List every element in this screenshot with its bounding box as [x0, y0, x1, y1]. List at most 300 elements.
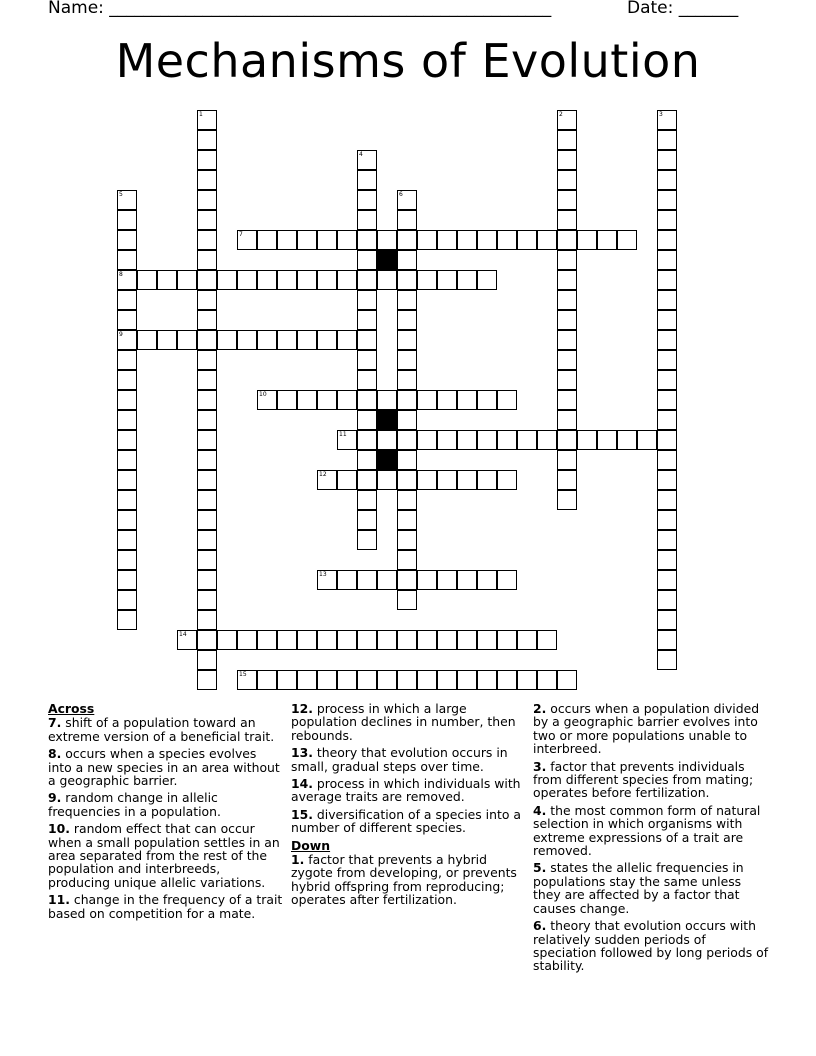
- grid-cell[interactable]: [437, 670, 457, 690]
- grid-cell[interactable]: [657, 470, 677, 490]
- clues-column-3: [533, 702, 769, 977]
- clue-item: [533, 702, 769, 756]
- grid-cell[interactable]: [577, 230, 597, 250]
- grid-cell[interactable]: [357, 210, 377, 230]
- grid-cell[interactable]: [377, 230, 397, 250]
- grid-cell[interactable]: [437, 570, 457, 590]
- grid-cell[interactable]: [557, 410, 577, 430]
- name-label: Name:: [48, 0, 104, 18]
- grid-cell[interactable]: [477, 470, 497, 490]
- grid-cell[interactable]: [477, 390, 497, 410]
- grid-cell[interactable]: [657, 510, 677, 530]
- grid-cell[interactable]: [397, 330, 417, 350]
- grid-cell[interactable]: [317, 670, 337, 690]
- clues-column-1: [48, 702, 284, 924]
- grid-cell[interactable]: [117, 610, 137, 630]
- grid-cell[interactable]: [197, 310, 217, 330]
- grid-cell[interactable]: [197, 390, 217, 410]
- grid-cell[interactable]: [357, 570, 377, 590]
- clue-number: 6: [399, 191, 403, 198]
- clues-column-2: [291, 702, 521, 911]
- grid-cell[interactable]: [357, 150, 377, 170]
- grid-cell[interactable]: [657, 590, 677, 610]
- grid-cell[interactable]: [117, 590, 137, 610]
- grid-cell[interactable]: [397, 550, 417, 570]
- grid-cell[interactable]: [497, 570, 517, 590]
- grid-cell[interactable]: [297, 670, 317, 690]
- grid-cell[interactable]: [437, 470, 457, 490]
- grid-cell[interactable]: [497, 430, 517, 450]
- grid-cell[interactable]: [257, 230, 277, 250]
- grid-cell[interactable]: [197, 650, 217, 670]
- grid-cell[interactable]: [417, 670, 437, 690]
- clue-number: 13: [319, 571, 327, 578]
- grid-cell[interactable]: [657, 290, 677, 310]
- clue-item: [48, 747, 284, 787]
- grid-cell[interactable]: [557, 110, 577, 130]
- grid-cell[interactable]: [197, 630, 217, 650]
- grid-cell[interactable]: [117, 370, 137, 390]
- grid-cell[interactable]: [477, 670, 497, 690]
- grid-cell[interactable]: [417, 470, 437, 490]
- grid-cell[interactable]: [357, 350, 377, 370]
- grid-cell[interactable]: [237, 230, 257, 250]
- clue-number: 5: [119, 191, 123, 198]
- grid-cell[interactable]: [657, 450, 677, 470]
- grid-cell[interactable]: [397, 510, 417, 530]
- grid-cell[interactable]: [257, 630, 277, 650]
- grid-cell[interactable]: [457, 390, 477, 410]
- grid-cell[interactable]: [557, 370, 577, 390]
- grid-cell[interactable]: [237, 630, 257, 650]
- grid-cell[interactable]: [437, 630, 457, 650]
- grid-cell[interactable]: [317, 470, 337, 490]
- grid-cell[interactable]: [377, 470, 397, 490]
- grid-cell[interactable]: [357, 250, 377, 270]
- grid-cell[interactable]: [357, 330, 377, 350]
- grid-cell[interactable]: [117, 250, 137, 270]
- grid-cell[interactable]: [457, 630, 477, 650]
- grid-cell[interactable]: [197, 290, 217, 310]
- grid-cell[interactable]: [377, 390, 397, 410]
- grid-cell[interactable]: [557, 330, 577, 350]
- grid-cell[interactable]: [557, 470, 577, 490]
- grid-cell[interactable]: [497, 470, 517, 490]
- grid-cell[interactable]: [357, 190, 377, 210]
- grid-cell[interactable]: [257, 270, 277, 290]
- grid-cell[interactable]: [477, 630, 497, 650]
- grid-cell[interactable]: [197, 610, 217, 630]
- grid-cell[interactable]: [117, 270, 137, 290]
- grid-cell[interactable]: [177, 270, 197, 290]
- grid-cell[interactable]: [117, 450, 137, 470]
- grid-cell[interactable]: [477, 570, 497, 590]
- grid-cell[interactable]: [557, 290, 577, 310]
- grid-cell[interactable]: [117, 470, 137, 490]
- grid-cell[interactable]: [557, 670, 577, 690]
- grid-cell[interactable]: [417, 390, 437, 410]
- grid-cell[interactable]: [437, 270, 457, 290]
- grid-cell[interactable]: [657, 370, 677, 390]
- grid-cell[interactable]: [357, 370, 377, 390]
- grid-cell[interactable]: [397, 470, 417, 490]
- grid-cell[interactable]: [657, 650, 677, 670]
- grid-cell[interactable]: [657, 190, 677, 210]
- grid-cell[interactable]: [657, 170, 677, 190]
- grid-cell[interactable]: [357, 450, 377, 470]
- grid-cell[interactable]: [557, 350, 577, 370]
- clue-item-number: 9.: [48, 790, 62, 806]
- grid-cell[interactable]: [457, 430, 477, 450]
- clue-item-number: 10.: [48, 821, 70, 837]
- grid-cell[interactable]: [317, 330, 337, 350]
- grid-cell[interactable]: [417, 230, 437, 250]
- black-square: [377, 250, 397, 270]
- grid-cell[interactable]: [657, 410, 677, 430]
- grid-cell[interactable]: [657, 610, 677, 630]
- grid-cell[interactable]: [197, 530, 217, 550]
- grid-cell[interactable]: [197, 270, 217, 290]
- grid-cell[interactable]: [557, 210, 577, 230]
- grid-cell[interactable]: [397, 670, 417, 690]
- grid-cell[interactable]: [117, 410, 137, 430]
- grid-cell[interactable]: [277, 670, 297, 690]
- grid-cell[interactable]: [477, 230, 497, 250]
- grid-cell[interactable]: [657, 570, 677, 590]
- grid-cell[interactable]: [357, 270, 377, 290]
- grid-cell[interactable]: [217, 330, 237, 350]
- grid-cell[interactable]: [477, 430, 497, 450]
- grid-cell[interactable]: [297, 390, 317, 410]
- grid-cell[interactable]: [657, 130, 677, 150]
- grid-cell[interactable]: [397, 230, 417, 250]
- grid-cell[interactable]: [357, 510, 377, 530]
- clue-item-text: occurs when a population divided by a geographic barrier evolves into two or more populations unable to interbreed.: [533, 701, 760, 757]
- grid-cell[interactable]: [277, 630, 297, 650]
- grid-cell[interactable]: [537, 430, 557, 450]
- grid-cell[interactable]: [337, 330, 357, 350]
- grid-cell[interactable]: [417, 430, 437, 450]
- grid-cell[interactable]: [657, 350, 677, 370]
- grid-cell[interactable]: [317, 570, 337, 590]
- grid-cell[interactable]: [117, 530, 137, 550]
- clue-item-number: 8.: [48, 746, 62, 762]
- grid-cell[interactable]: [397, 590, 417, 610]
- grid-cell[interactable]: [357, 170, 377, 190]
- grid-cell[interactable]: [237, 330, 257, 350]
- grid-cell[interactable]: [437, 430, 457, 450]
- grid-cell[interactable]: [397, 410, 417, 430]
- grid-cell[interactable]: [477, 270, 497, 290]
- grid-cell[interactable]: [337, 270, 357, 290]
- grid-cell[interactable]: [377, 670, 397, 690]
- grid-cell[interactable]: [117, 350, 137, 370]
- grid-cell[interactable]: [117, 390, 137, 410]
- grid-cell[interactable]: [197, 170, 217, 190]
- grid-cell[interactable]: [277, 330, 297, 350]
- grid-cell[interactable]: [657, 150, 677, 170]
- grid-cell[interactable]: [257, 670, 277, 690]
- grid-cell[interactable]: [297, 270, 317, 290]
- grid-cell[interactable]: [197, 510, 217, 530]
- clue-item: [291, 702, 521, 742]
- grid-cell[interactable]: [657, 210, 677, 230]
- grid-cell[interactable]: [397, 250, 417, 270]
- grid-cell[interactable]: [657, 110, 677, 130]
- clue-number: 2: [559, 111, 563, 118]
- grid-cell[interactable]: [457, 570, 477, 590]
- grid-cell[interactable]: [557, 310, 577, 330]
- grid-cell[interactable]: [117, 550, 137, 570]
- grid-cell[interactable]: [497, 630, 517, 650]
- grid-cell[interactable]: [657, 490, 677, 510]
- clue-item-text: factor that prevents a hybrid zygote from developing, or prevents hybrid offspring from reproducing; operates after fertilization.: [291, 852, 517, 908]
- grid-cell[interactable]: [197, 210, 217, 230]
- grid-cell[interactable]: [397, 370, 417, 390]
- grid-cell[interactable]: [557, 150, 577, 170]
- grid-cell[interactable]: [357, 290, 377, 310]
- grid-cell[interactable]: [497, 390, 517, 410]
- name-field[interactable]: [48, 0, 551, 18]
- grid-cell[interactable]: [417, 270, 437, 290]
- grid-cell[interactable]: [337, 670, 357, 690]
- grid-cell[interactable]: [597, 430, 617, 450]
- grid-cell[interactable]: [337, 470, 357, 490]
- grid-cell[interactable]: [377, 430, 397, 450]
- grid-cell[interactable]: [197, 410, 217, 430]
- grid-cell[interactable]: [197, 250, 217, 270]
- down-heading: Down: [291, 837, 331, 853]
- grid-cell[interactable]: [497, 230, 517, 250]
- grid-cell[interactable]: [117, 430, 137, 450]
- grid-cell[interactable]: [297, 630, 317, 650]
- across-heading: Across: [48, 701, 95, 716]
- grid-cell[interactable]: [117, 490, 137, 510]
- grid-cell[interactable]: [657, 310, 677, 330]
- grid-cell[interactable]: [317, 230, 337, 250]
- grid-cell[interactable]: [157, 270, 177, 290]
- clue-number: 7: [239, 231, 243, 238]
- grid-cell[interactable]: [117, 330, 137, 350]
- grid-cell[interactable]: [257, 330, 277, 350]
- grid-cell[interactable]: [397, 430, 417, 450]
- grid-cell[interactable]: [117, 290, 137, 310]
- grid-cell[interactable]: [637, 430, 657, 450]
- grid-cell[interactable]: [177, 330, 197, 350]
- grid-cell[interactable]: [397, 530, 417, 550]
- grid-cell[interactable]: [137, 330, 157, 350]
- grid-cell[interactable]: [197, 150, 217, 170]
- grid-cell[interactable]: [197, 590, 217, 610]
- grid-cell[interactable]: [297, 330, 317, 350]
- grid-cell[interactable]: [537, 230, 557, 250]
- grid-cell[interactable]: [377, 270, 397, 290]
- grid-cell[interactable]: [557, 270, 577, 290]
- grid-cell[interactable]: [117, 310, 137, 330]
- grid-cell[interactable]: [417, 570, 437, 590]
- grid-cell[interactable]: [657, 530, 677, 550]
- grid-cell[interactable]: [357, 230, 377, 250]
- grid-cell[interactable]: [117, 230, 137, 250]
- name-line[interactable]: ____________________________________________________: [109, 0, 552, 18]
- grid-cell[interactable]: [517, 670, 537, 690]
- grid-cell[interactable]: [657, 230, 677, 250]
- grid-cell[interactable]: [397, 350, 417, 370]
- grid-cell[interactable]: [537, 630, 557, 650]
- grid-cell[interactable]: [557, 130, 577, 150]
- grid-cell[interactable]: [117, 510, 137, 530]
- across-clue-list: [48, 716, 284, 920]
- grid-cell[interactable]: [117, 190, 137, 210]
- grid-cell[interactable]: [557, 390, 577, 410]
- grid-cell[interactable]: [297, 230, 317, 250]
- grid-cell[interactable]: [577, 430, 597, 450]
- grid-cell[interactable]: [197, 550, 217, 570]
- grid-cell[interactable]: [237, 270, 257, 290]
- clue-item-number: 5.: [533, 860, 547, 876]
- grid-cell[interactable]: [397, 390, 417, 410]
- grid-cell[interactable]: [657, 390, 677, 410]
- grid-cell[interactable]: [357, 630, 377, 650]
- grid-cell[interactable]: [397, 570, 417, 590]
- grid-cell[interactable]: [557, 230, 577, 250]
- grid-cell[interactable]: [437, 390, 457, 410]
- grid-cell[interactable]: [397, 450, 417, 470]
- grid-cell[interactable]: [217, 630, 237, 650]
- clue-number: 9: [119, 331, 123, 338]
- date-line[interactable]: _______: [678, 0, 739, 18]
- grid-cell[interactable]: [457, 230, 477, 250]
- clue-item: [48, 893, 284, 920]
- grid-cell[interactable]: [597, 230, 617, 250]
- grid-cell[interactable]: [197, 190, 217, 210]
- grid-cell[interactable]: [277, 230, 297, 250]
- grid-cell[interactable]: [117, 570, 137, 590]
- grid-cell[interactable]: [377, 630, 397, 650]
- grid-cell[interactable]: [557, 170, 577, 190]
- grid-cell[interactable]: [197, 450, 217, 470]
- grid-cell[interactable]: [397, 290, 417, 310]
- clue-item-number: 4.: [533, 802, 547, 818]
- grid-cell[interactable]: [537, 670, 557, 690]
- clue-number: 12: [319, 471, 327, 478]
- grid-cell[interactable]: [497, 670, 517, 690]
- grid-cell[interactable]: [357, 670, 377, 690]
- clue-item-text: occurs when a species evolves into a new species in an area without a geographic barrier.: [48, 746, 280, 789]
- grid-cell[interactable]: [557, 190, 577, 210]
- clue-item: [291, 808, 521, 835]
- grid-cell[interactable]: [657, 550, 677, 570]
- page-title: Mechanisms of Evolution: [115, 34, 701, 88]
- grid-cell[interactable]: [557, 490, 577, 510]
- grid-cell[interactable]: [517, 430, 537, 450]
- grid-cell[interactable]: [357, 410, 377, 430]
- grid-cell[interactable]: [397, 630, 417, 650]
- grid-cell[interactable]: [397, 310, 417, 330]
- grid-cell[interactable]: [277, 390, 297, 410]
- grid-cell[interactable]: [397, 210, 417, 230]
- grid-cell[interactable]: [317, 630, 337, 650]
- grid-cell[interactable]: [657, 430, 677, 450]
- grid-cell[interactable]: [197, 110, 217, 130]
- clue-item: [291, 777, 521, 804]
- grid-cell[interactable]: [337, 230, 357, 250]
- grid-cell[interactable]: [517, 230, 537, 250]
- grid-cell[interactable]: [417, 630, 437, 650]
- grid-cell[interactable]: [137, 270, 157, 290]
- date-field[interactable]: [627, 0, 738, 18]
- grid-cell[interactable]: [517, 630, 537, 650]
- grid-cell[interactable]: [197, 430, 217, 450]
- grid-cell[interactable]: [337, 430, 357, 450]
- grid-cell[interactable]: [457, 470, 477, 490]
- grid-cell[interactable]: [617, 430, 637, 450]
- grid-cell[interactable]: [197, 570, 217, 590]
- grid-cell[interactable]: [357, 390, 377, 410]
- grid-cell[interactable]: [457, 270, 477, 290]
- grid-cell[interactable]: [117, 210, 137, 230]
- clue-item-number: 6.: [533, 918, 547, 934]
- grid-cell[interactable]: [357, 430, 377, 450]
- grid-cell[interactable]: [197, 330, 217, 350]
- grid-cell[interactable]: [197, 350, 217, 370]
- grid-cell[interactable]: [337, 630, 357, 650]
- grid-cell[interactable]: [657, 330, 677, 350]
- clue-item-number: 7.: [48, 715, 62, 731]
- clue-item-text: theory that evolution occurs in small, gradual steps over time.: [291, 745, 508, 774]
- grid-cell[interactable]: [197, 230, 217, 250]
- grid-cell[interactable]: [557, 250, 577, 270]
- grid-cell[interactable]: [657, 250, 677, 270]
- clue-item: [533, 919, 769, 973]
- grid-cell[interactable]: [397, 190, 417, 210]
- grid-cell[interactable]: [197, 130, 217, 150]
- clue-number: 15: [239, 671, 247, 678]
- grid-cell[interactable]: [657, 270, 677, 290]
- grid-cell[interactable]: [357, 470, 377, 490]
- grid-cell[interactable]: [197, 470, 217, 490]
- clue-item-number: 14.: [291, 776, 313, 792]
- grid-cell[interactable]: [437, 230, 457, 250]
- grid-cell[interactable]: [357, 530, 377, 550]
- clue-number: 3: [659, 111, 663, 118]
- grid-cell[interactable]: [457, 670, 477, 690]
- grid-cell[interactable]: [397, 490, 417, 510]
- grid-cell[interactable]: [277, 270, 297, 290]
- grid-cell[interactable]: [177, 630, 197, 650]
- grid-cell[interactable]: [357, 490, 377, 510]
- grid-cell[interactable]: [157, 330, 177, 350]
- grid-cell[interactable]: [217, 270, 237, 290]
- grid-cell[interactable]: [317, 390, 337, 410]
- grid-cell[interactable]: [237, 670, 257, 690]
- grid-cell[interactable]: [357, 310, 377, 330]
- grid-cell[interactable]: [337, 570, 357, 590]
- grid-cell[interactable]: [197, 490, 217, 510]
- grid-cell[interactable]: [197, 370, 217, 390]
- grid-cell[interactable]: [317, 270, 337, 290]
- grid-cell[interactable]: [657, 630, 677, 650]
- clue-item-text: random effect that can occur when a small population settles in an area separated from the rest of the population and interbreeds, producing unique allelic variations.: [48, 821, 280, 890]
- grid-cell[interactable]: [557, 450, 577, 470]
- grid-cell[interactable]: [337, 390, 357, 410]
- grid-cell[interactable]: [617, 230, 637, 250]
- grid-cell[interactable]: [197, 670, 217, 690]
- grid-cell[interactable]: [557, 430, 577, 450]
- grid-cell[interactable]: [397, 270, 417, 290]
- grid-cell[interactable]: [377, 570, 397, 590]
- grid-cell[interactable]: [257, 390, 277, 410]
